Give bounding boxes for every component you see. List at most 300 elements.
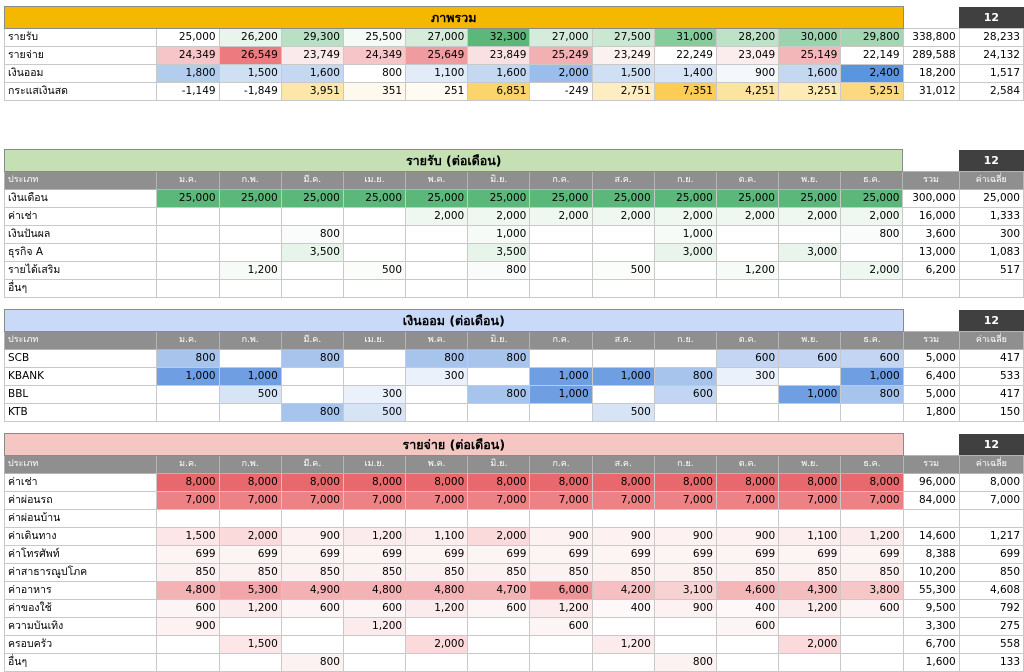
value-cell[interactable] xyxy=(281,262,343,280)
row-label[interactable]: ค่าผ่อนรถ xyxy=(5,492,157,510)
row-label[interactable]: ความบันเทิง xyxy=(5,618,157,636)
value-cell[interactable]: 7,000 xyxy=(406,492,468,510)
value-cell[interactable]: 1,000 xyxy=(157,368,219,386)
total-cell[interactable]: 10,200 xyxy=(903,564,959,582)
value-cell[interactable] xyxy=(343,368,405,386)
value-cell[interactable]: 800 xyxy=(281,654,343,672)
value-cell[interactable]: 3,000 xyxy=(654,244,716,262)
average-cell[interactable] xyxy=(959,510,1023,528)
value-cell[interactable]: 2,000 xyxy=(468,528,530,546)
value-cell[interactable]: 3,951 xyxy=(281,83,343,101)
value-cell[interactable]: 8,000 xyxy=(592,474,654,492)
value-cell[interactable]: 25,000 xyxy=(468,190,530,208)
value-cell[interactable]: 1,100 xyxy=(406,528,468,546)
value-cell[interactable] xyxy=(778,226,840,244)
value-cell[interactable]: 25,000 xyxy=(530,190,592,208)
row-label[interactable]: ค่าของใช้ xyxy=(5,600,157,618)
value-cell[interactable] xyxy=(343,280,405,298)
row-label[interactable]: BBL xyxy=(5,386,157,404)
value-cell[interactable] xyxy=(281,618,343,636)
total-cell[interactable]: 84,000 xyxy=(903,492,959,510)
month-count-badge[interactable]: 12 xyxy=(959,7,1023,29)
value-cell[interactable]: 27,000 xyxy=(530,29,592,47)
value-cell[interactable]: 1,000 xyxy=(530,368,592,386)
average-cell[interactable]: 517 xyxy=(959,262,1023,280)
value-cell[interactable]: 4,800 xyxy=(343,582,405,600)
value-cell[interactable]: 25,000 xyxy=(778,190,840,208)
value-cell[interactable] xyxy=(779,510,841,528)
value-cell[interactable]: 600 xyxy=(841,350,903,368)
value-cell[interactable]: 699 xyxy=(468,546,530,564)
value-cell[interactable] xyxy=(779,654,841,672)
row-label[interactable]: SCB xyxy=(5,350,157,368)
value-cell[interactable] xyxy=(157,226,219,244)
value-cell[interactable] xyxy=(281,208,343,226)
average-cell[interactable]: 150 xyxy=(959,404,1023,422)
value-cell[interactable]: 6,000 xyxy=(530,582,592,600)
value-cell[interactable] xyxy=(841,280,903,298)
value-cell[interactable] xyxy=(654,510,716,528)
value-cell[interactable]: 4,300 xyxy=(779,582,841,600)
value-cell[interactable]: 850 xyxy=(716,564,778,582)
value-cell[interactable]: 24,349 xyxy=(343,47,405,65)
value-cell[interactable]: 6,851 xyxy=(468,83,530,101)
value-cell[interactable]: 900 xyxy=(281,528,343,546)
value-cell[interactable]: 26,200 xyxy=(219,29,281,47)
value-cell[interactable]: 25,000 xyxy=(157,29,219,47)
value-cell[interactable] xyxy=(592,244,654,262)
value-cell[interactable] xyxy=(157,636,219,654)
value-cell[interactable] xyxy=(406,404,468,422)
total-cell[interactable]: 14,600 xyxy=(903,528,959,546)
value-cell[interactable] xyxy=(654,404,716,422)
value-cell[interactable]: 1,200 xyxy=(219,262,281,280)
value-cell[interactable]: 699 xyxy=(592,546,654,564)
total-cell[interactable]: 31,012 xyxy=(903,83,959,101)
value-cell[interactable]: 1,400 xyxy=(654,65,716,83)
value-cell[interactable]: 26,549 xyxy=(219,47,281,65)
row-label[interactable]: ครอบครัว xyxy=(5,636,157,654)
value-cell[interactable] xyxy=(281,386,343,404)
value-cell[interactable] xyxy=(716,404,778,422)
value-cell[interactable]: 500 xyxy=(592,262,654,280)
row-label[interactable]: ธุรกิจ A xyxy=(5,244,157,262)
value-cell[interactable]: 8,000 xyxy=(654,474,716,492)
value-cell[interactable] xyxy=(592,654,654,672)
value-cell[interactable]: 800 xyxy=(281,350,343,368)
value-cell[interactable]: 2,000 xyxy=(468,208,530,226)
value-cell[interactable]: 8,000 xyxy=(468,474,530,492)
value-cell[interactable]: 7,000 xyxy=(468,492,530,510)
value-cell[interactable] xyxy=(716,386,778,404)
value-cell[interactable] xyxy=(841,618,903,636)
average-cell[interactable]: 2,584 xyxy=(959,83,1023,101)
value-cell[interactable]: 4,600 xyxy=(716,582,778,600)
average-cell[interactable]: 850 xyxy=(959,564,1023,582)
value-cell[interactable] xyxy=(343,510,405,528)
value-cell[interactable]: 8,000 xyxy=(406,474,468,492)
value-cell[interactable]: 1,000 xyxy=(468,226,530,244)
value-cell[interactable]: 25,000 xyxy=(592,190,654,208)
value-cell[interactable]: 3,500 xyxy=(281,244,343,262)
value-cell[interactable]: 7,000 xyxy=(779,492,841,510)
value-cell[interactable]: 23,749 xyxy=(281,47,343,65)
value-cell[interactable] xyxy=(406,226,468,244)
value-cell[interactable]: 2,000 xyxy=(219,528,281,546)
value-cell[interactable]: 1,000 xyxy=(779,386,841,404)
value-cell[interactable] xyxy=(716,654,778,672)
value-cell[interactable]: 1,600 xyxy=(779,65,841,83)
value-cell[interactable]: 23,249 xyxy=(592,47,654,65)
value-cell[interactable]: 1,000 xyxy=(530,386,592,404)
value-cell[interactable] xyxy=(468,654,530,672)
value-cell[interactable] xyxy=(530,226,592,244)
value-cell[interactable]: 3,251 xyxy=(779,83,841,101)
value-cell[interactable]: 600 xyxy=(157,600,219,618)
value-cell[interactable]: 7,000 xyxy=(343,492,405,510)
value-cell[interactable]: 1,100 xyxy=(779,528,841,546)
value-cell[interactable]: 1,500 xyxy=(592,65,654,83)
value-cell[interactable] xyxy=(779,368,841,386)
value-cell[interactable] xyxy=(592,350,654,368)
value-cell[interactable]: 7,000 xyxy=(654,492,716,510)
value-cell[interactable] xyxy=(157,262,219,280)
value-cell[interactable]: 699 xyxy=(406,546,468,564)
value-cell[interactable] xyxy=(468,404,530,422)
value-cell[interactable] xyxy=(157,654,219,672)
total-cell[interactable]: 289,588 xyxy=(903,47,959,65)
average-cell[interactable]: 7,000 xyxy=(959,492,1023,510)
value-cell[interactable]: 7,000 xyxy=(716,492,778,510)
value-cell[interactable] xyxy=(406,280,468,298)
value-cell[interactable]: 600 xyxy=(281,600,343,618)
value-cell[interactable]: -1,149 xyxy=(157,83,219,101)
value-cell[interactable]: 600 xyxy=(468,600,530,618)
value-cell[interactable]: 22,249 xyxy=(654,47,716,65)
row-label[interactable]: รายได้เสริม xyxy=(5,262,157,280)
value-cell[interactable]: 900 xyxy=(654,528,716,546)
value-cell[interactable]: 699 xyxy=(654,546,716,564)
value-cell[interactable]: 2,000 xyxy=(841,262,903,280)
value-cell[interactable]: 4,251 xyxy=(716,83,778,101)
value-cell[interactable]: 900 xyxy=(530,528,592,546)
value-cell[interactable] xyxy=(468,368,530,386)
value-cell[interactable] xyxy=(530,510,592,528)
value-cell[interactable] xyxy=(530,280,592,298)
month-count-badge[interactable]: 12 xyxy=(959,310,1023,332)
value-cell[interactable]: 351 xyxy=(343,83,405,101)
value-cell[interactable] xyxy=(219,280,281,298)
value-cell[interactable] xyxy=(157,404,219,422)
value-cell[interactable] xyxy=(157,510,219,528)
value-cell[interactable] xyxy=(841,244,903,262)
value-cell[interactable] xyxy=(841,404,903,422)
total-cell[interactable]: 6,200 xyxy=(903,262,959,280)
value-cell[interactable] xyxy=(716,510,778,528)
value-cell[interactable] xyxy=(530,244,592,262)
value-cell[interactable]: 8,000 xyxy=(716,474,778,492)
total-cell[interactable]: 6,700 xyxy=(903,636,959,654)
month-count-badge[interactable]: 12 xyxy=(959,150,1023,172)
value-cell[interactable]: 2,000 xyxy=(592,208,654,226)
value-cell[interactable]: 699 xyxy=(841,546,903,564)
value-cell[interactable] xyxy=(841,510,903,528)
value-cell[interactable]: 25,000 xyxy=(157,190,219,208)
value-cell[interactable]: 500 xyxy=(343,404,405,422)
value-cell[interactable] xyxy=(530,654,592,672)
value-cell[interactable] xyxy=(716,244,778,262)
value-cell[interactable]: 850 xyxy=(343,564,405,582)
total-cell[interactable]: 9,500 xyxy=(903,600,959,618)
average-cell[interactable]: 1,217 xyxy=(959,528,1023,546)
value-cell[interactable]: 800 xyxy=(654,654,716,672)
value-cell[interactable]: 900 xyxy=(654,600,716,618)
value-cell[interactable]: 8,000 xyxy=(779,474,841,492)
value-cell[interactable]: 800 xyxy=(841,386,903,404)
average-cell[interactable]: 533 xyxy=(959,368,1023,386)
value-cell[interactable]: 7,000 xyxy=(219,492,281,510)
average-cell[interactable]: 300 xyxy=(959,226,1023,244)
value-cell[interactable]: 2,000 xyxy=(654,208,716,226)
value-cell[interactable]: 8,000 xyxy=(343,474,405,492)
row-label[interactable]: KBANK xyxy=(5,368,157,386)
value-cell[interactable]: 300 xyxy=(406,368,468,386)
value-cell[interactable] xyxy=(778,280,840,298)
value-cell[interactable] xyxy=(530,350,592,368)
value-cell[interactable]: 7,000 xyxy=(157,492,219,510)
row-label[interactable]: เงินเดือน xyxy=(5,190,157,208)
average-cell[interactable] xyxy=(959,280,1023,298)
average-cell[interactable]: 8,000 xyxy=(959,474,1023,492)
value-cell[interactable]: 251 xyxy=(406,83,468,101)
value-cell[interactable] xyxy=(530,636,592,654)
value-cell[interactable] xyxy=(592,510,654,528)
value-cell[interactable] xyxy=(716,226,778,244)
value-cell[interactable] xyxy=(219,510,281,528)
value-cell[interactable]: 900 xyxy=(592,528,654,546)
value-cell[interactable]: 7,000 xyxy=(530,492,592,510)
total-cell[interactable]: 1,600 xyxy=(903,654,959,672)
average-cell[interactable]: 1,517 xyxy=(959,65,1023,83)
value-cell[interactable]: 850 xyxy=(468,564,530,582)
value-cell[interactable] xyxy=(530,262,592,280)
value-cell[interactable] xyxy=(654,262,716,280)
value-cell[interactable] xyxy=(406,510,468,528)
value-cell[interactable]: 25,000 xyxy=(654,190,716,208)
value-cell[interactable] xyxy=(654,280,716,298)
row-label[interactable]: กระแสเงินสด xyxy=(5,83,157,101)
value-cell[interactable]: 4,800 xyxy=(157,582,219,600)
total-cell[interactable]: 3,300 xyxy=(903,618,959,636)
value-cell[interactable]: 699 xyxy=(281,546,343,564)
value-cell[interactable]: 600 xyxy=(716,618,778,636)
total-cell[interactable]: 5,000 xyxy=(903,386,959,404)
value-cell[interactable]: 3,800 xyxy=(841,582,903,600)
value-cell[interactable]: 32,300 xyxy=(468,29,530,47)
value-cell[interactable] xyxy=(778,262,840,280)
value-cell[interactable]: 800 xyxy=(281,226,343,244)
value-cell[interactable]: 1,200 xyxy=(779,600,841,618)
value-cell[interactable]: 699 xyxy=(779,546,841,564)
value-cell[interactable]: 25,649 xyxy=(406,47,468,65)
value-cell[interactable]: 300 xyxy=(716,368,778,386)
value-cell[interactable]: 500 xyxy=(592,404,654,422)
total-cell[interactable]: 96,000 xyxy=(903,474,959,492)
row-label[interactable]: ค่าโทรศัพท์ xyxy=(5,546,157,564)
value-cell[interactable] xyxy=(219,618,281,636)
value-cell[interactable] xyxy=(592,280,654,298)
value-cell[interactable]: -1,849 xyxy=(219,83,281,101)
value-cell[interactable]: 23,049 xyxy=(716,47,778,65)
value-cell[interactable]: 900 xyxy=(157,618,219,636)
value-cell[interactable] xyxy=(779,404,841,422)
value-cell[interactable]: 800 xyxy=(468,350,530,368)
value-cell[interactable]: 5,251 xyxy=(841,83,903,101)
value-cell[interactable]: 500 xyxy=(343,262,405,280)
row-label[interactable]: ค่าอาหาร xyxy=(5,582,157,600)
total-cell[interactable]: 5,000 xyxy=(903,350,959,368)
month-count-badge[interactable]: 12 xyxy=(959,434,1023,456)
value-cell[interactable]: 1,200 xyxy=(592,636,654,654)
average-cell[interactable]: 275 xyxy=(959,618,1023,636)
value-cell[interactable]: 600 xyxy=(654,386,716,404)
value-cell[interactable]: 1,200 xyxy=(219,600,281,618)
value-cell[interactable]: 1,000 xyxy=(592,368,654,386)
value-cell[interactable]: 1,200 xyxy=(343,618,405,636)
row-label[interactable]: ค่าเดินทาง xyxy=(5,528,157,546)
value-cell[interactable] xyxy=(406,386,468,404)
value-cell[interactable]: 2,400 xyxy=(841,65,903,83)
value-cell[interactable] xyxy=(406,262,468,280)
value-cell[interactable]: 850 xyxy=(779,564,841,582)
value-cell[interactable]: 3,100 xyxy=(654,582,716,600)
value-cell[interactable]: 1,200 xyxy=(716,262,778,280)
value-cell[interactable]: 27,500 xyxy=(592,29,654,47)
value-cell[interactable]: 600 xyxy=(343,600,405,618)
value-cell[interactable] xyxy=(406,618,468,636)
value-cell[interactable] xyxy=(779,618,841,636)
value-cell[interactable] xyxy=(219,226,281,244)
value-cell[interactable]: 699 xyxy=(343,546,405,564)
value-cell[interactable] xyxy=(406,654,468,672)
value-cell[interactable]: 4,700 xyxy=(468,582,530,600)
total-cell[interactable]: 338,800 xyxy=(903,29,959,47)
value-cell[interactable] xyxy=(654,636,716,654)
value-cell[interactable]: 1,100 xyxy=(406,65,468,83)
value-cell[interactable]: 699 xyxy=(157,546,219,564)
value-cell[interactable] xyxy=(343,208,405,226)
value-cell[interactable] xyxy=(219,350,281,368)
value-cell[interactable]: 400 xyxy=(716,600,778,618)
value-cell[interactable]: 850 xyxy=(157,564,219,582)
row-label[interactable]: อื่นๆ xyxy=(5,654,157,672)
value-cell[interactable]: 25,000 xyxy=(281,190,343,208)
value-cell[interactable] xyxy=(530,404,592,422)
row-label[interactable]: รายรับ xyxy=(5,29,157,47)
value-cell[interactable]: 28,200 xyxy=(716,29,778,47)
value-cell[interactable]: 400 xyxy=(592,600,654,618)
average-cell[interactable]: 4,608 xyxy=(959,582,1023,600)
value-cell[interactable] xyxy=(281,510,343,528)
total-cell[interactable]: 1,800 xyxy=(903,404,959,422)
average-cell[interactable]: 1,333 xyxy=(959,208,1023,226)
total-cell[interactable]: 300,000 xyxy=(903,190,959,208)
value-cell[interactable]: 25,000 xyxy=(219,190,281,208)
value-cell[interactable]: 25,000 xyxy=(716,190,778,208)
value-cell[interactable] xyxy=(654,350,716,368)
average-cell[interactable]: 28,233 xyxy=(959,29,1023,47)
value-cell[interactable] xyxy=(281,280,343,298)
value-cell[interactable]: 4,800 xyxy=(406,582,468,600)
value-cell[interactable]: 1,800 xyxy=(157,65,219,83)
value-cell[interactable]: 2,000 xyxy=(841,208,903,226)
value-cell[interactable]: 2,000 xyxy=(778,208,840,226)
total-cell[interactable]: 6,400 xyxy=(903,368,959,386)
value-cell[interactable]: 850 xyxy=(219,564,281,582)
value-cell[interactable] xyxy=(468,280,530,298)
value-cell[interactable] xyxy=(716,636,778,654)
value-cell[interactable]: 800 xyxy=(468,262,530,280)
value-cell[interactable] xyxy=(281,368,343,386)
value-cell[interactable] xyxy=(219,244,281,262)
row-label[interactable]: ค่าเช่า xyxy=(5,474,157,492)
value-cell[interactable]: 7,351 xyxy=(654,83,716,101)
average-cell[interactable]: 133 xyxy=(959,654,1023,672)
value-cell[interactable]: 29,300 xyxy=(281,29,343,47)
total-cell[interactable] xyxy=(903,510,959,528)
value-cell[interactable]: 3,500 xyxy=(468,244,530,262)
value-cell[interactable]: 2,000 xyxy=(716,208,778,226)
value-cell[interactable]: 300 xyxy=(343,386,405,404)
value-cell[interactable]: 850 xyxy=(592,564,654,582)
value-cell[interactable]: 850 xyxy=(841,564,903,582)
value-cell[interactable]: 30,000 xyxy=(779,29,841,47)
total-cell[interactable]: 8,388 xyxy=(903,546,959,564)
value-cell[interactable]: 1,500 xyxy=(219,636,281,654)
value-cell[interactable] xyxy=(157,280,219,298)
value-cell[interactable]: 31,000 xyxy=(654,29,716,47)
value-cell[interactable]: 800 xyxy=(406,350,468,368)
value-cell[interactable] xyxy=(281,636,343,654)
average-cell[interactable]: 558 xyxy=(959,636,1023,654)
average-cell[interactable]: 699 xyxy=(959,546,1023,564)
value-cell[interactable]: 850 xyxy=(281,564,343,582)
value-cell[interactable]: 25,000 xyxy=(406,190,468,208)
value-cell[interactable] xyxy=(219,404,281,422)
value-cell[interactable] xyxy=(406,244,468,262)
value-cell[interactable]: 7,000 xyxy=(281,492,343,510)
value-cell[interactable]: 800 xyxy=(281,404,343,422)
value-cell[interactable]: 2,000 xyxy=(406,636,468,654)
value-cell[interactable] xyxy=(343,654,405,672)
value-cell[interactable]: 699 xyxy=(219,546,281,564)
value-cell[interactable]: 1,200 xyxy=(530,600,592,618)
value-cell[interactable]: 1,000 xyxy=(219,368,281,386)
value-cell[interactable]: 1,000 xyxy=(654,226,716,244)
total-cell[interactable]: 3,600 xyxy=(903,226,959,244)
value-cell[interactable] xyxy=(654,618,716,636)
value-cell[interactable] xyxy=(592,226,654,244)
value-cell[interactable]: 7,000 xyxy=(841,492,903,510)
value-cell[interactable]: 8,000 xyxy=(157,474,219,492)
average-cell[interactable]: 792 xyxy=(959,600,1023,618)
value-cell[interactable] xyxy=(468,636,530,654)
value-cell[interactable]: 25,500 xyxy=(343,29,405,47)
value-cell[interactable]: -249 xyxy=(530,83,592,101)
value-cell[interactable]: 27,000 xyxy=(406,29,468,47)
value-cell[interactable]: 29,800 xyxy=(841,29,903,47)
value-cell[interactable]: 3,000 xyxy=(778,244,840,262)
